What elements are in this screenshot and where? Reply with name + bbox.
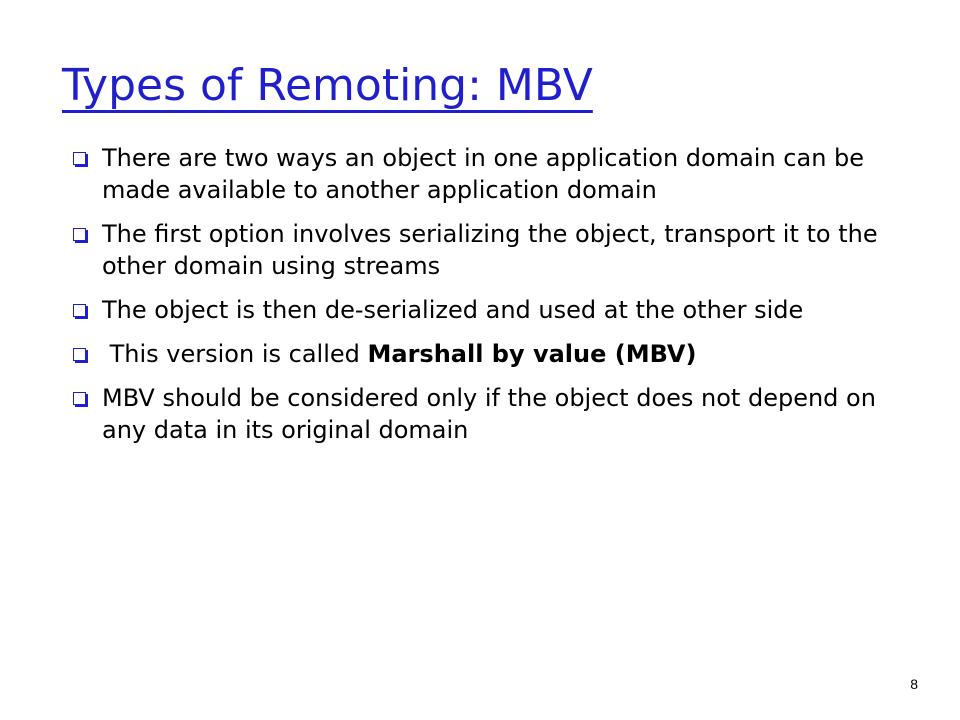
bullet-text-bold: Marshall by value (MBV) [367,340,697,368]
bullet-text: MBV should be considered only if the object does not depend on any data in its original domain [102,384,876,444]
bullet-text: This version is called [102,340,368,368]
square-bullet-icon [73,392,86,405]
square-bullet-icon [73,152,86,165]
square-bullet-icon [73,348,86,361]
page-number: 8 [910,676,918,692]
bullet-list [72,142,892,458]
slide-title: Types of Remoting: MBV [62,60,593,111]
bullet-item [72,382,892,446]
square-bullet-icon [73,228,86,241]
bullet-text: There are two ways an object in one application domain can be made available to another application domain [102,144,865,204]
bullet-item [72,338,892,370]
bullet-item [72,294,892,326]
bullet-text: The object is then de-serialized and used at the other side [102,296,804,324]
bullet-item [72,218,892,282]
bullet-item [72,142,892,206]
bullet-text: The first option involves serializing the object, transport it to the other domain using streams [102,220,878,280]
square-bullet-icon [73,304,86,317]
